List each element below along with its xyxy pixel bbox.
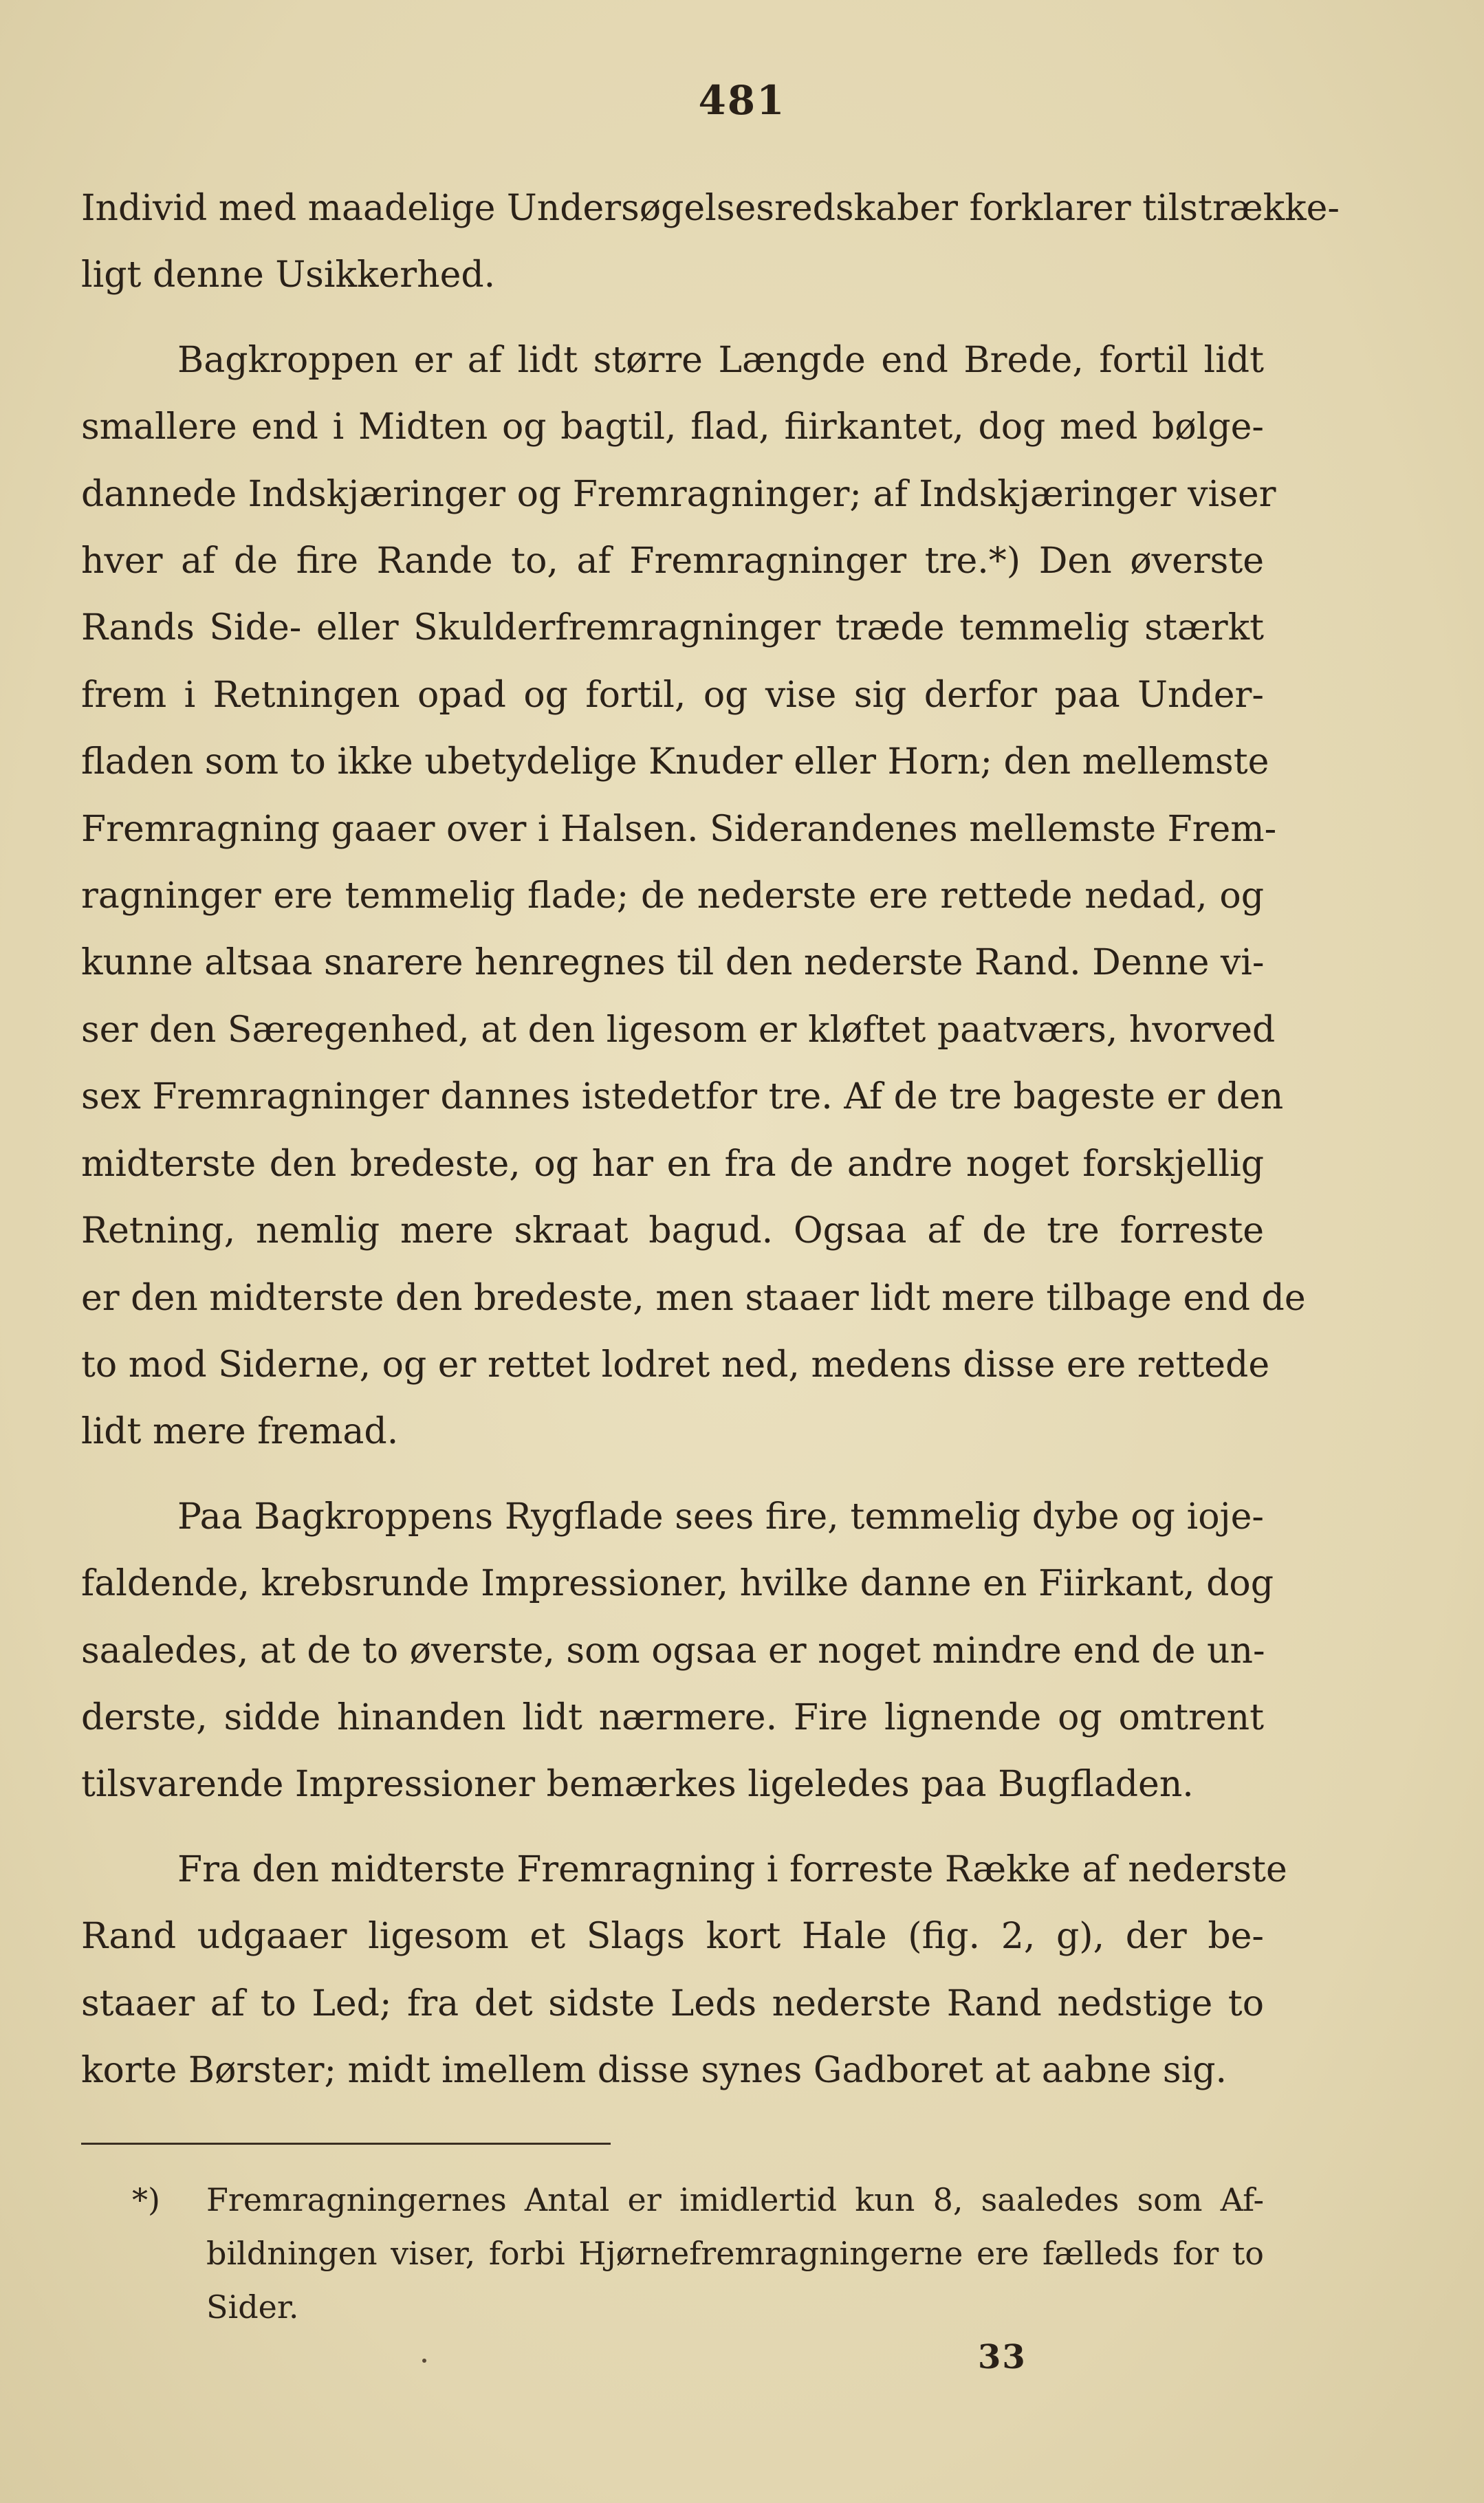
text-line: er den midterste den bredeste, men staaer lidt mere tilbage end de [81, 1277, 1306, 1319]
text-line: korte Børster; midt imellem disse synes Gadboret at aabne sig. [81, 2049, 1227, 2091]
footnote-text: Fremragningernes Antal er imidlertid kun 8, saaledes som Af- [206, 2181, 1264, 2218]
footnote-rule [81, 2143, 611, 2145]
text-line: dannede Indskjæringer og Fremragninger; af Indskjæringer viser [81, 473, 1276, 515]
text-line: ser den Særegenhed, at den ligesom er kløftet paatværs, hvorved [81, 1009, 1276, 1051]
text-line: faldende, krebsrunde Impressioner, hvilke danne en Fiirkant, dog [81, 1563, 1274, 1605]
paragraph [81, 175, 1340, 309]
text-line: derste, sidde hinanden lidt nærmere. Fire lignende og omtrent [81, 1696, 1264, 1738]
text-line: to mod Siderne, og er rettet lodret ned, medens disse ere rettede [81, 1344, 1270, 1386]
text-line: kunne altsaa snarere henregnes til den nederste Rand. Denne vi- [81, 942, 1265, 984]
text-line: staaer af to Led; fra det sidste Leds nederste Rand nedstige to [81, 1982, 1264, 2024]
text-line: tilsvarende Impressioner bemærkes ligeledes paa Bugfladen. [81, 1764, 1194, 1806]
body-text [81, 175, 1340, 2104]
text-line: Fra den midterste Fremragning i forreste Række af nederste [177, 1848, 1287, 1890]
text-line: ragninger ere temmelig flade; de nederste ere rettede nedad, og [81, 875, 1264, 917]
footnote [81, 2173, 1264, 2334]
text-line: ligt denne Usikkerhed. [81, 254, 496, 296]
text-line: sex Fremragninger dannes istedetfor tre. Af de tre bageste er den [81, 1076, 1284, 1118]
footnote-line: bildningen viser, forbi Hjørnefremragningerne ere fælleds for to [206, 2235, 1264, 2272]
text-line: Bagkroppen er af lidt større Længde end Brede, fortil lidt [177, 339, 1264, 381]
paragraph [81, 327, 1306, 1466]
paper-speck [422, 2359, 426, 2363]
text-line: fladen som to ikke ubetydelige Knuder eller Horn; den mellemste [81, 741, 1269, 783]
paragraph [81, 1837, 1287, 2105]
text-line: saaledes, at de to øverste, som ogsaa er noget mindre end de un- [81, 1630, 1265, 1672]
text-line: smallere end i Midten og bagtil, flad, fiirkantet, dog med bølge- [81, 406, 1264, 448]
text-line: midterste den bredeste, og har en fra de andre noget forskjellig [81, 1143, 1264, 1185]
text-line: hver af de fire Rande to, af Fremragninger tre.*) Den øverste [81, 540, 1264, 582]
paragraph [81, 1484, 1274, 1819]
footnote-marker: *) [132, 2181, 160, 2218]
page-number: 481 [698, 77, 786, 124]
text-line: Rands Side- eller Skulderfremragninger træde temmelig stærkt [81, 607, 1264, 649]
text-line: Rand udgaaer ligesom et Slags kort Hale (fig. 2, g), der be- [81, 1916, 1264, 1958]
footnote-line [81, 2173, 1264, 2227]
text-line: frem i Retningen opad og fortil, og vise sig derfor paa Under- [81, 674, 1264, 716]
text-line: Individ med maadelige Undersøgelsesredskaber forklarer tilstrække- [81, 188, 1340, 229]
text-line: lidt mere fremad. [81, 1411, 399, 1453]
signature-mark: 33 [978, 2338, 1027, 2376]
text-line: Paa Bagkroppens Rygflade sees fire, temmelig dybe og ioje- [177, 1496, 1264, 1538]
text-line: Fremragning gaaer over i Halsen. Siderandenes mellemste Frem- [81, 808, 1277, 850]
text-line: Retning, nemlig mere skraat bagud. Ogsaa af de tre forreste [81, 1210, 1264, 1252]
footnote-line: Sider. [206, 2288, 299, 2326]
